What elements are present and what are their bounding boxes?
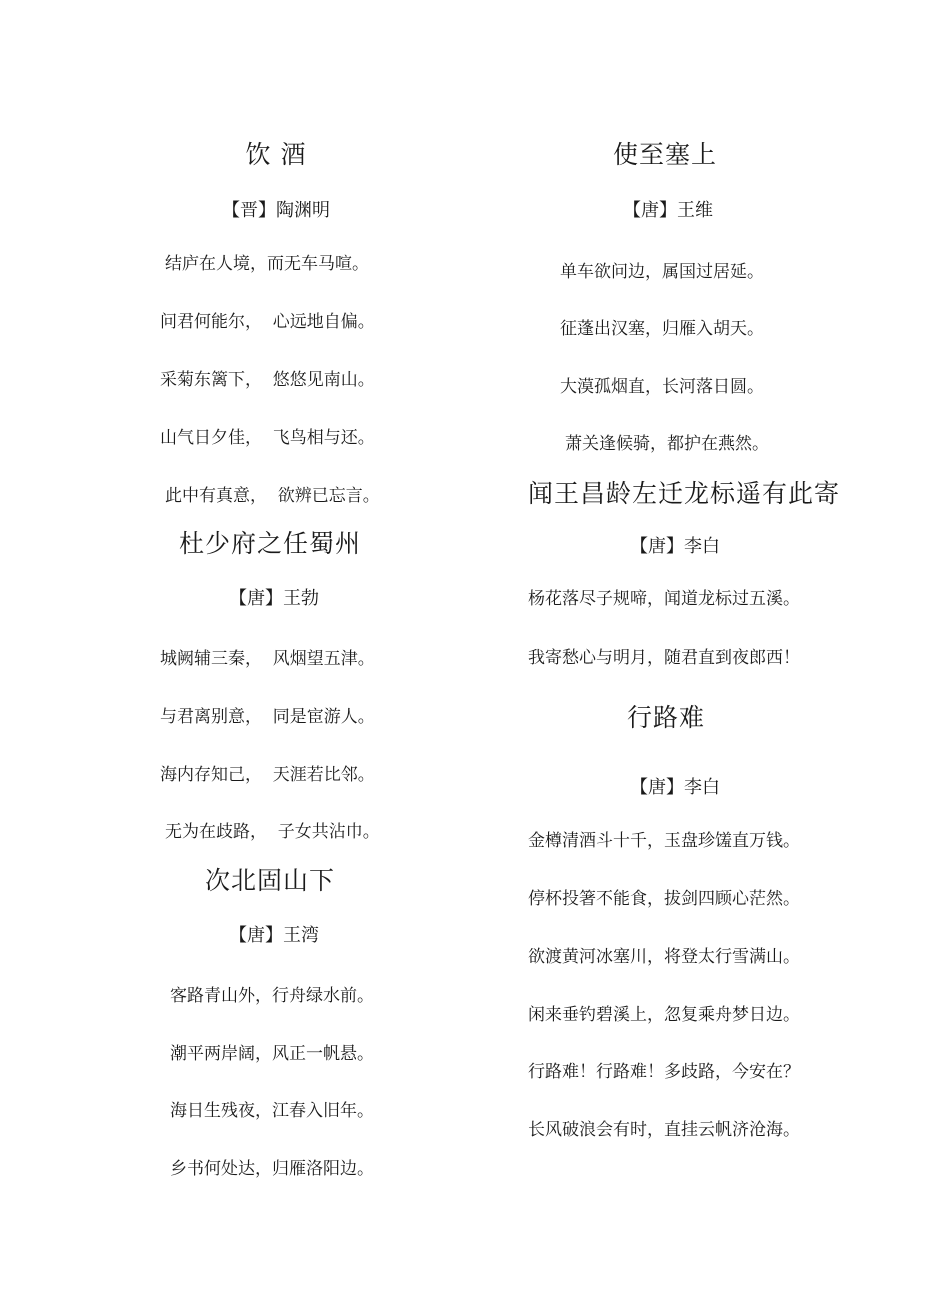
poem-line: 萧关逢候骑，都护在燕然。 — [565, 434, 769, 454]
poem-line: 征蓬出汉塞，归雁入胡天。 — [560, 319, 764, 339]
poem-line: 欲渡黄河冰塞川，将登太行雪满山。 — [528, 947, 800, 967]
poem-line: 乡书何处达，归雁洛阳边。 — [170, 1159, 374, 1179]
poem-line: 城阙辅三秦， 风烟望五津。 — [160, 649, 375, 669]
poem-author: 【唐】李白 — [630, 536, 720, 557]
poem-line: 无为在歧路， 子女共沾巾。 — [165, 822, 380, 842]
poem-author: 【唐】李白 — [630, 777, 720, 798]
poem-author: 【晋】陶渊明 — [222, 200, 330, 221]
poem-line: 长风破浪会有时，直挂云帆济沧海。 — [528, 1120, 800, 1140]
poem-line: 我寄愁心与明月，随君直到夜郎西！ — [528, 648, 800, 668]
poem-line: 大漠孤烟直，长河落日圆。 — [560, 377, 764, 397]
poem-line: 杨花落尽子规啼，闻道龙标过五溪。 — [528, 589, 800, 609]
poem-line: 行路难！行路难！多歧路，今安在？ — [528, 1062, 800, 1082]
poem-title: 闻王昌龄左迁龙标遥有此寄 — [528, 479, 841, 508]
poem-line: 海日生残夜，江春入旧年。 — [170, 1101, 374, 1121]
poem-line: 问君何能尔， 心远地自偏。 — [160, 312, 375, 332]
poem-line: 与君离别意， 同是宦游人。 — [160, 707, 375, 727]
poem-line: 金樽清酒斗十千，玉盘珍馐直万钱。 — [528, 831, 800, 851]
poem-title: 饮 酒 — [245, 140, 307, 169]
poem-line: 客路青山外，行舟绿水前。 — [170, 986, 374, 1006]
poem-title: 杜少府之任蜀州 — [178, 529, 361, 558]
poem-line: 潮平两岸阔，风正一帆悬。 — [170, 1044, 374, 1064]
poem-line: 海内存知己， 天涯若比邻。 — [160, 765, 375, 785]
poem-line: 单车欲问边，属国过居延。 — [560, 262, 764, 282]
poem-author: 【唐】王维 — [623, 200, 713, 221]
poem-title: 使至塞上 — [612, 140, 717, 169]
poem-author: 【唐】王湾 — [229, 925, 319, 946]
poem-line: 此中有真意， 欲辨已忘言。 — [165, 486, 380, 506]
poem-line: 采菊东篱下， 悠悠见南山。 — [160, 370, 375, 390]
poem-line: 结庐在人境，而无车马喧。 — [165, 254, 369, 274]
poem-line: 停杯投箸不能食，拔剑四顾心茫然。 — [528, 889, 800, 909]
poem-line: 闲来垂钓碧溪上，忽复乘舟梦日边。 — [528, 1005, 800, 1025]
poem-title: 行路难 — [626, 703, 705, 732]
poem-line: 山气日夕佳， 飞鸟相与还。 — [160, 428, 375, 448]
poem-title: 次北固山下 — [204, 866, 335, 895]
poem-author: 【唐】王勃 — [229, 588, 319, 609]
